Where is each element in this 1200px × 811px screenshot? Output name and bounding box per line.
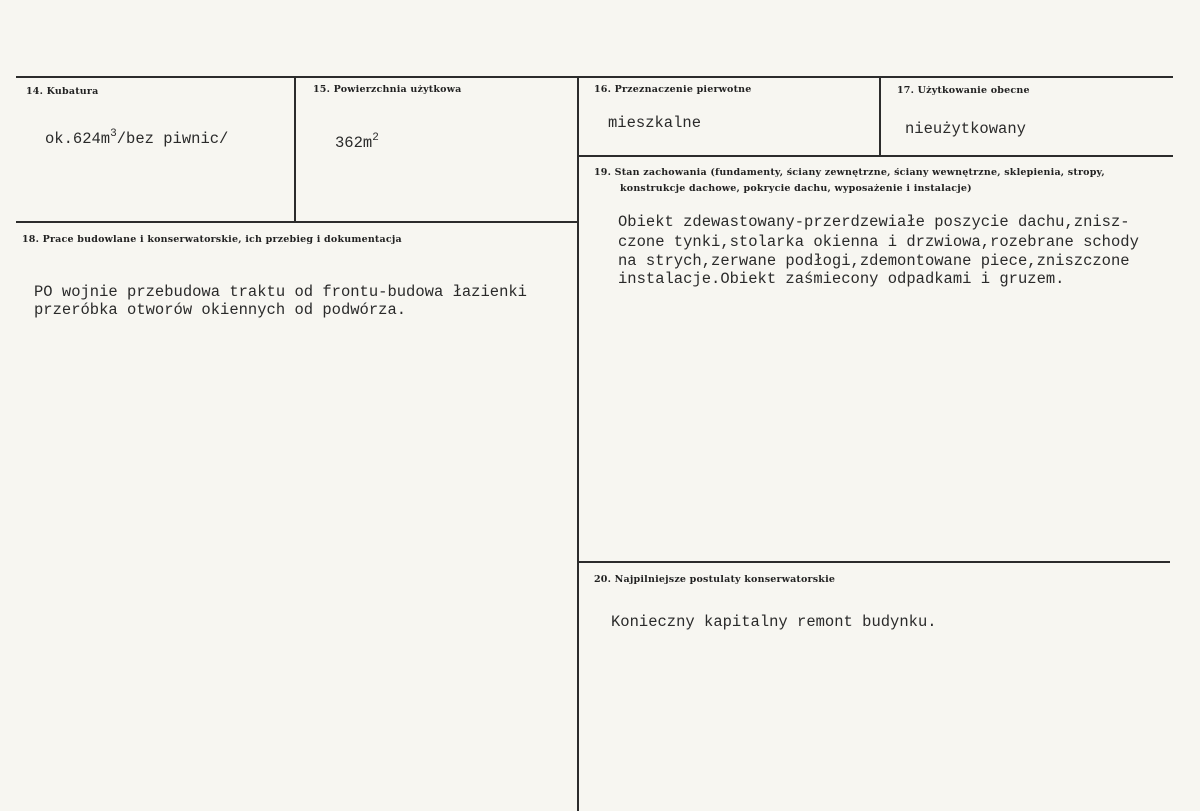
rule-under-14-15 (16, 221, 578, 223)
field-17-label: 17. Użytkowanie obecne (897, 85, 1030, 96)
field-20-label: 20. Najpilniejsze postulaty konserwatorskie (594, 574, 836, 585)
field-19-label-line-2: konstrukcje dachowe, pokrycie dachu, wyposażenie i instalacje) (620, 183, 972, 194)
field-15-value-main: 362m (335, 134, 373, 152)
field-14-superscript: 3 (110, 128, 117, 140)
field-19-line-1: Obiekt zdewastowany-przerdzewiałe poszycie dachu,znisz- (618, 213, 1130, 231)
field-15-label: 15. Powierzchnia użytkowa (313, 84, 462, 95)
field-16-label: 16. Przeznaczenie pierwotne (594, 84, 752, 95)
field-18-label: 18. Prace budowlane i konserwatorskie, ich przebieg i dokumentacja (22, 234, 402, 245)
field-14-label: 14. Kubatura (26, 86, 99, 97)
field-14-value-note: /bez piwnic/ (116, 130, 229, 148)
main-vertical-divider (577, 77, 579, 811)
field-17-value: nieużytkowany (905, 120, 1026, 138)
field-15-superscript: 2 (372, 132, 379, 144)
field-14-value (45, 128, 229, 148)
field-19-line-4: instalacje.Obiekt zaśmiecony odpadkami i gruzem. (618, 270, 1065, 288)
rule-under-16-17 (578, 155, 1173, 157)
field-14-value-main: ok.624m (45, 130, 111, 148)
field-15-value (335, 132, 379, 152)
field-19-line-2: czone tynki,stolarka okienna i drzwiowa,rozebrane schody (618, 233, 1139, 251)
field-19-label-line-1: 19. Stan zachowania (fundamenty, ściany zewnętrzne, ściany wewnętrzne, sklepienia, stropy, (594, 167, 1105, 178)
divider-14-15 (294, 77, 296, 222)
top-rule (16, 76, 1173, 78)
field-18-line-2: przeróbka otworów okiennych od podwórza. (34, 301, 407, 319)
rule-above-20 (578, 561, 1170, 563)
field-18-line-1: PO wojnie przebudowa traktu od frontu-budowa łazienki (34, 283, 527, 301)
field-19-line-3: na strych,zerwane podłogi,zdemontowane piece,zniszczone (618, 252, 1130, 270)
field-20-value: Konieczny kapitalny remont budynku. (611, 613, 937, 631)
field-16-value: mieszkalne (608, 114, 702, 132)
divider-16-17 (879, 77, 881, 157)
